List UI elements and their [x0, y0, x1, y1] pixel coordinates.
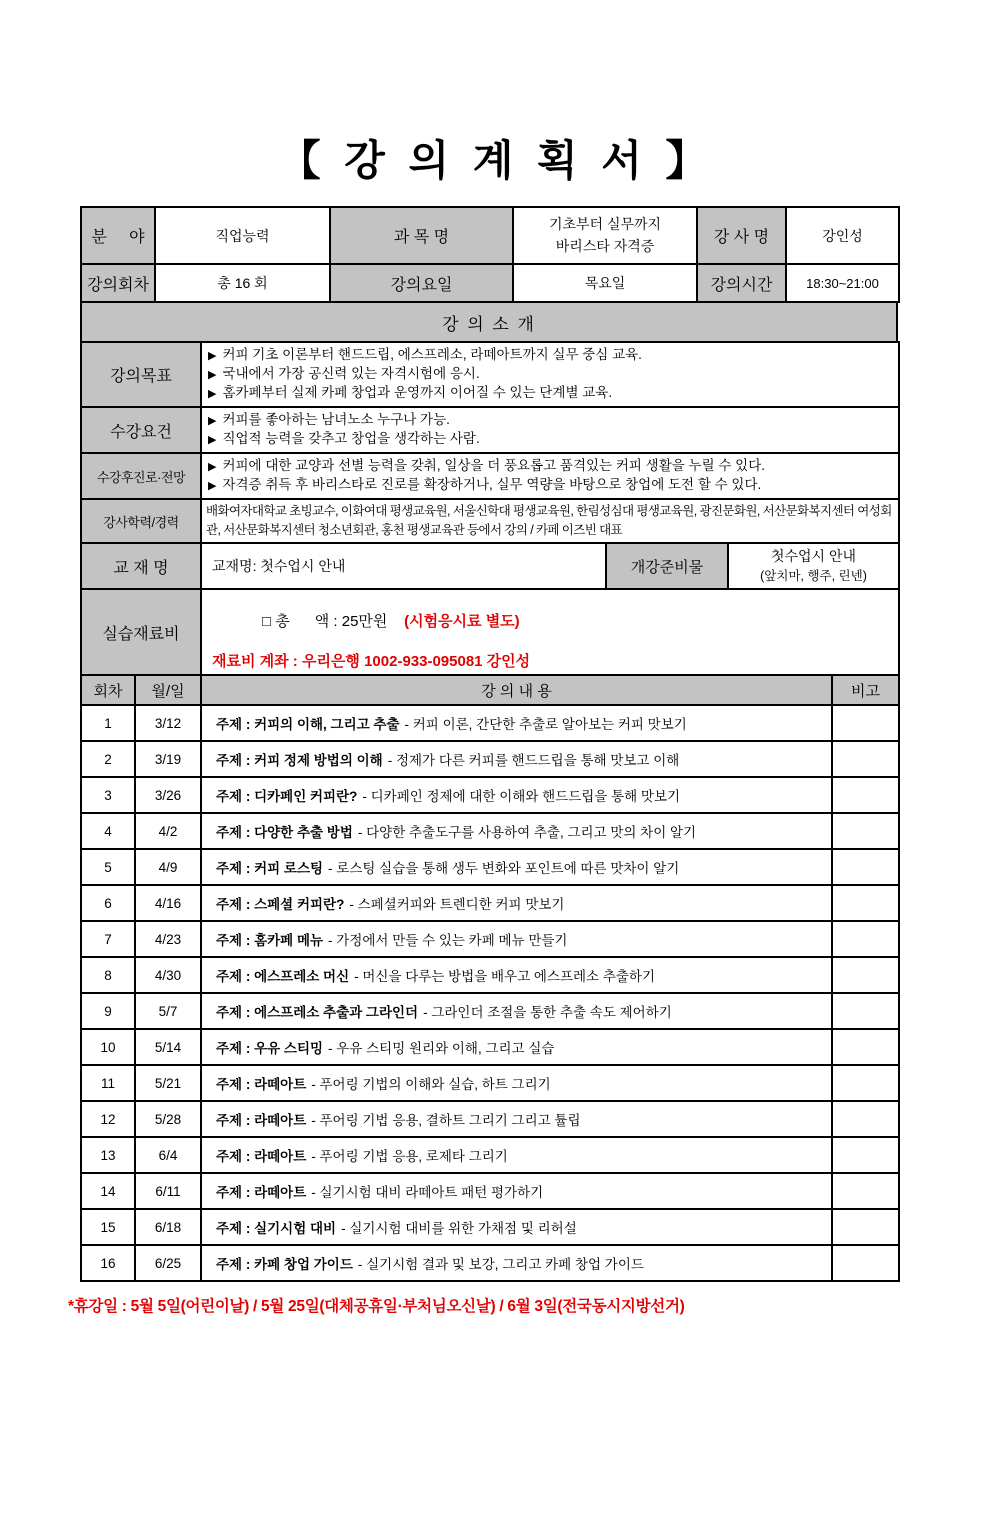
schedule-description: - 실기시험 대비를 위한 가채점 및 리허설: [341, 1221, 577, 1236]
schedule-row: [81, 705, 899, 741]
schedule-session-content: [201, 921, 832, 957]
schedule-session-note: [832, 1245, 899, 1281]
prep-label: 개강준비물: [606, 543, 728, 589]
instructor-label: 강 사 명: [697, 207, 786, 264]
schedule-session-no: 5: [81, 849, 135, 885]
prep-value-line2: (앞치마, 행주, 린넨): [760, 569, 867, 584]
instructor-value: 강인성: [786, 207, 899, 264]
materials-value: [201, 589, 899, 675]
schedule-topic: 주제 : 우유 스티밍: [216, 1041, 324, 1056]
sessions-value: 총 16 회: [155, 264, 330, 302]
schedule-topic: 주제 : 카페 창업 가이드: [216, 1257, 353, 1272]
intro-section-bullets: [201, 453, 899, 499]
materials-row: [81, 589, 899, 675]
bullet-text: 자격증 취득 후 바리스타로 진로를 확장하거나, 실무 역량을 바탕으로 창업에 도전 할 수 있다.: [222, 477, 762, 492]
schedule-session-date: 6/11: [135, 1173, 201, 1209]
schedule-row: [81, 1245, 899, 1281]
materials-exam-fee-note: (시험응시료 별도): [404, 613, 520, 630]
schedule-session-content: [201, 1173, 832, 1209]
schedule-row: [81, 921, 899, 957]
schedule-description: - 푸어링 기법의 이해와 실습, 하트 그리기: [311, 1077, 551, 1092]
career-row: [81, 499, 899, 543]
schedule-header-row: [81, 675, 899, 705]
schedule-session-date: 4/23: [135, 921, 201, 957]
bullet-text: 직업적 능력을 갖추고 창업을 생각하는 사람.: [222, 431, 480, 446]
career-text: 배화여자대학교 초빙교수, 이화여대 평생교육원, 서울신학대 평생교육원, 한림성심대 평생교육원, 광진문화원, 서산문화복지센터 여성회관, 서산문화복지센터 청소년회관, 홍천 평생교육관 등에서 강의 / 카페 이즈빈 대표: [201, 499, 899, 543]
schedule-session-no: 15: [81, 1209, 135, 1245]
schedule-session-no: 13: [81, 1137, 135, 1173]
schedule-description: - 가정에서 만들 수 있는 카페 메뉴 만들기: [328, 933, 568, 948]
schedule-row: [81, 813, 899, 849]
schedule-description: - 정제가 다른 커피를 핸드드립을 통해 맛보고 이해: [387, 753, 680, 768]
intro-header-table: [80, 301, 898, 343]
schedule-header-no: 회차: [81, 675, 135, 705]
intro-section-label: 수강후진로·전망: [81, 453, 201, 499]
schedule-session-date: 5/21: [135, 1065, 201, 1101]
bullet-icon: ▶: [208, 415, 217, 427]
schedule-session-note: [832, 1173, 899, 1209]
subject-label: 과 목 명: [330, 207, 513, 264]
schedule-session-date: 5/28: [135, 1101, 201, 1137]
holiday-note: *휴강일 : 5월 5일(어린이날) / 5월 25일(대체공휴일·부처님오신날) / 6월 3일(전국동시지방선거): [68, 1298, 685, 1315]
materials-amount-text: □ 총 액 : 25만원: [262, 613, 405, 630]
prep-value: [728, 543, 899, 589]
schedule-session-no: 9: [81, 993, 135, 1029]
textbook-table: [80, 542, 900, 590]
intro-table: [80, 341, 900, 544]
schedule-session-no: 12: [81, 1101, 135, 1137]
schedule-session-note: [832, 705, 899, 741]
schedule-header-date: 월/일: [135, 675, 201, 705]
schedule-session-content: [201, 849, 832, 885]
bullet-line: [208, 365, 892, 384]
schedule-session-no: 14: [81, 1173, 135, 1209]
schedule-topic: 주제 : 커피 정제 방법의 이해: [216, 753, 383, 768]
schedule-row: [81, 1065, 899, 1101]
bullet-icon: ▶: [208, 369, 217, 381]
schedule-topic: 주제 : 에스프레소 머신: [216, 969, 350, 984]
schedule-session-no: 4: [81, 813, 135, 849]
schedule-session-date: 6/4: [135, 1137, 201, 1173]
schedule-session-note: [832, 993, 899, 1029]
intro-section-row: [81, 407, 899, 453]
bullet-text: 국내에서 가장 공신력 있는 자격시험에 응시.: [222, 366, 480, 381]
schedule-session-content: [201, 813, 832, 849]
bullet-line: [208, 476, 892, 495]
schedule-session-no: 1: [81, 705, 135, 741]
schedule-topic: 주제 : 라떼아트: [216, 1149, 307, 1164]
career-label: 강사학력/경력: [81, 499, 201, 543]
schedule-row: [81, 849, 899, 885]
info-row-2: [81, 264, 899, 302]
intro-section-bullets: [201, 342, 899, 407]
schedule-session-note: [832, 921, 899, 957]
page-title: 【 강 의 계 획 서 】: [278, 137, 714, 184]
textbook-value: 교재명: 첫수업시 안내: [201, 543, 606, 589]
bullet-text: 커피에 대한 교양과 선별 능력을 갖춰, 일상을 더 풍요롭고 품격있는 커피 생활을 누릴 수 있다.: [222, 458, 765, 473]
bullet-icon: ▶: [208, 388, 217, 400]
schedule-session-note: [832, 957, 899, 993]
materials-account-line: 재료비 계좌 : 우리은행 1002-933-095081 강인성: [212, 653, 531, 670]
bullet-line: [208, 457, 892, 476]
day-label: 강의요일: [330, 264, 513, 302]
schedule-session-content: [201, 741, 832, 777]
schedule-session-note: [832, 741, 899, 777]
schedule-description: - 실기시험 대비 라떼아트 패턴 평가하기: [311, 1185, 544, 1200]
schedule-description: - 커피 이론, 간단한 추출로 알아보는 커피 맛보기: [404, 717, 687, 732]
prep-value-line1: 첫수업시 안내: [770, 548, 857, 565]
bullet-icon: ▶: [208, 461, 217, 473]
schedule-session-no: 2: [81, 741, 135, 777]
schedule-topic: 주제 : 커피의 이해, 그리고 추출: [216, 717, 400, 732]
schedule-description: - 스페셜커피와 트렌디한 커피 맛보기: [349, 897, 565, 912]
materials-label: 실습재료비: [81, 589, 201, 675]
schedule-session-no: 16: [81, 1245, 135, 1281]
schedule-row: [81, 993, 899, 1029]
intro-section-label: 수강요건: [81, 407, 201, 453]
schedule-session-content: [201, 1137, 832, 1173]
schedule-header-note: 비고: [832, 675, 899, 705]
schedule-row: [81, 1101, 899, 1137]
intro-section-bullets: [201, 407, 899, 453]
bullet-icon: ▶: [208, 434, 217, 446]
schedule-header-content: 강 의 내 용: [201, 675, 832, 705]
info-table: [80, 206, 900, 303]
schedule-session-date: 6/25: [135, 1245, 201, 1281]
subject-value-line2: 바리스타 자격증: [555, 237, 655, 254]
schedule-description: - 푸어링 기법 응용, 로제타 그리기: [311, 1149, 508, 1164]
schedule-row: [81, 957, 899, 993]
schedule-topic: 주제 : 홈카페 메뉴: [216, 933, 324, 948]
schedule-description: - 디카페인 정제에 대한 이해와 핸드드립을 통해 맛보기: [362, 789, 681, 804]
schedule-row: [81, 1173, 899, 1209]
schedule-session-content: [201, 1245, 832, 1281]
bullet-line: [208, 384, 892, 403]
schedule-table: [80, 674, 900, 1282]
schedule-session-content: [201, 1065, 832, 1101]
time-value: 18:30~21:00: [786, 264, 899, 302]
bullet-icon: ▶: [208, 350, 217, 362]
schedule-session-note: [832, 1065, 899, 1101]
field-value: 직업능력: [155, 207, 330, 264]
schedule-topic: 주제 : 스페셜 커피란?: [216, 897, 345, 912]
schedule-session-note: [832, 777, 899, 813]
schedule-session-content: [201, 957, 832, 993]
intro-section-row: [81, 342, 899, 407]
schedule-topic: 주제 : 라떼아트: [216, 1185, 307, 1200]
schedule-session-content: [201, 705, 832, 741]
schedule-session-note: [832, 1029, 899, 1065]
schedule-session-no: 6: [81, 885, 135, 921]
field-label: 분 야: [81, 207, 155, 264]
schedule-session-date: 4/2: [135, 813, 201, 849]
materials-amount-line: [212, 593, 888, 648]
schedule-description: - 로스팅 실습을 통해 생두 변화와 포인트에 따른 맛차이 알기: [328, 861, 680, 876]
schedule-session-date: 4/30: [135, 957, 201, 993]
bullet-text: 커피를 좋아하는 남녀노소 누구나 가능.: [222, 412, 450, 427]
schedule-row: [81, 1029, 899, 1065]
schedule-row: [81, 777, 899, 813]
schedule-session-no: 11: [81, 1065, 135, 1101]
schedule-description: - 머신을 다루는 방법을 배우고 에스프레소 추출하기: [354, 969, 655, 984]
schedule-session-no: 8: [81, 957, 135, 993]
schedule-session-note: [832, 1209, 899, 1245]
intro-section-header: 강 의 소 개: [81, 302, 897, 342]
schedule-body: [81, 675, 899, 1281]
schedule-description: - 다양한 추출도구를 사용하여 추출, 그리고 맛의 차이 알기: [357, 825, 697, 840]
schedule-description: - 그라인더 조절을 통한 추출 속도 제어하기: [423, 1005, 672, 1020]
bullet-text: 홈카페부터 실제 카페 창업과 운영까지 이어질 수 있는 단계별 교육.: [222, 385, 613, 400]
bullet-icon: ▶: [208, 480, 217, 492]
day-value: 목요일: [513, 264, 697, 302]
schedule-session-date: 5/7: [135, 993, 201, 1029]
bullet-line: [208, 430, 892, 449]
schedule-session-date: 6/18: [135, 1209, 201, 1245]
materials-table: [80, 588, 900, 676]
schedule-session-date: 4/9: [135, 849, 201, 885]
schedule-description: - 푸어링 기법 응용, 결하트 그리기 그리고 튤립: [311, 1113, 581, 1128]
intro-section-row: [81, 453, 899, 499]
schedule-session-date: 3/19: [135, 741, 201, 777]
schedule-description: - 우유 스티밍 원리와 이해, 그리고 실습: [328, 1041, 555, 1056]
schedule-session-note: [832, 849, 899, 885]
schedule-session-content: [201, 1101, 832, 1137]
document-body: [80, 206, 898, 1282]
subject-value-line1: 기초부터 실무까지: [548, 215, 662, 232]
bullet-text: 커피 기초 이론부터 핸드드립, 에스프레소, 라떼아트까지 실무 중심 교육.: [222, 347, 642, 362]
schedule-session-note: [832, 1137, 899, 1173]
intro-section-label: 강의목표: [81, 342, 201, 407]
schedule-description: - 실기시험 결과 및 보강, 그리고 카페 창업 가이드: [357, 1257, 644, 1272]
schedule-session-content: [201, 1209, 832, 1245]
schedule-row: [81, 1209, 899, 1245]
sessions-label: 강의회차: [81, 264, 155, 302]
schedule-session-content: [201, 885, 832, 921]
schedule-topic: 주제 : 라떼아트: [216, 1113, 307, 1128]
textbook-label: 교 재 명: [81, 543, 201, 589]
time-label: 강의시간: [697, 264, 786, 302]
schedule-topic: 주제 : 다양한 추출 방법: [216, 825, 353, 840]
textbook-row: [81, 543, 899, 589]
schedule-session-content: [201, 993, 832, 1029]
schedule-session-date: 4/16: [135, 885, 201, 921]
intro-sections: [81, 342, 899, 543]
schedule-session-note: [832, 885, 899, 921]
schedule-row: [81, 1137, 899, 1173]
schedule-session-note: [832, 1101, 899, 1137]
bullet-line: [208, 411, 892, 430]
schedule-row: [81, 885, 899, 921]
schedule-topic: 주제 : 에스프레소 추출과 그라인더: [216, 1005, 419, 1020]
lecture-plan-document: [0, 128, 992, 1316]
schedule-session-no: 7: [81, 921, 135, 957]
schedule-session-date: 5/14: [135, 1029, 201, 1065]
schedule-session-date: 3/26: [135, 777, 201, 813]
schedule-session-content: [201, 1029, 832, 1065]
schedule-session-date: 3/12: [135, 705, 201, 741]
schedule-row: [81, 741, 899, 777]
schedule-session-no: 3: [81, 777, 135, 813]
schedule-session-no: 10: [81, 1029, 135, 1065]
schedule-session-content: [201, 777, 832, 813]
schedule-session-note: [832, 813, 899, 849]
schedule-topic: 주제 : 커피 로스팅: [216, 861, 324, 876]
subject-value: [513, 207, 697, 264]
bullet-line: [208, 346, 892, 365]
schedule-topic: 주제 : 실기시험 대비: [216, 1221, 337, 1236]
info-row-1: [81, 207, 899, 264]
schedule-topic: 주제 : 디카페인 커피란?: [216, 789, 358, 804]
schedule-topic: 주제 : 라떼아트: [216, 1077, 307, 1092]
